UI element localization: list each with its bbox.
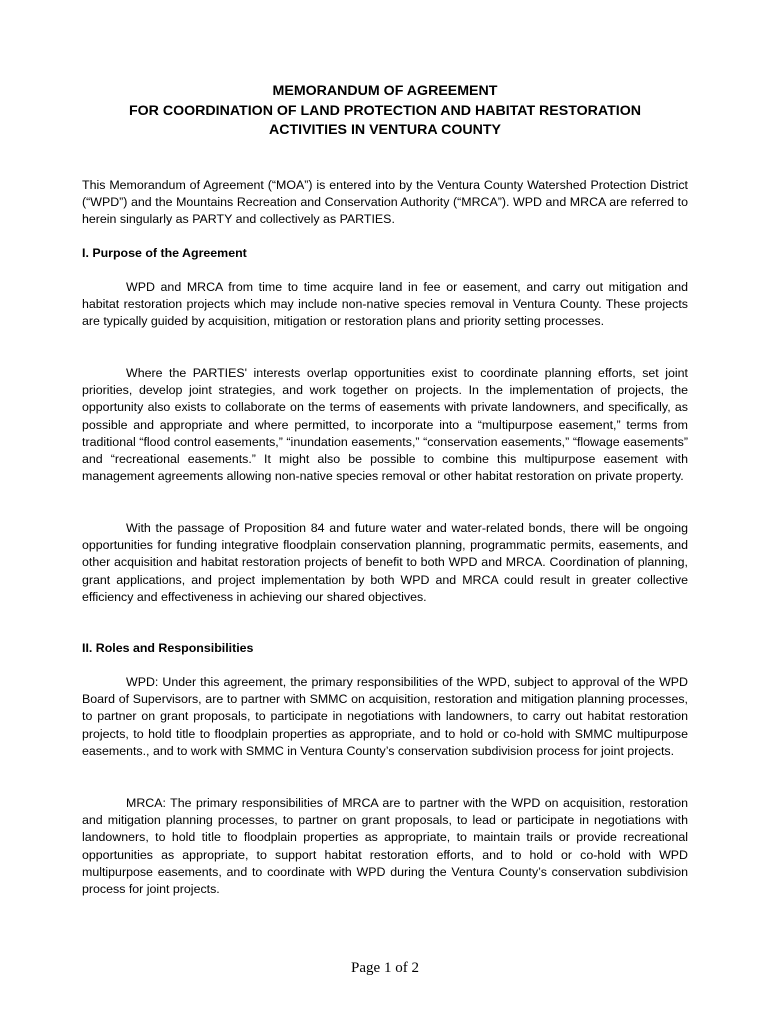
section-1-paragraph-3: With the passage of Proposition 84 and future water and water-related bonds, there will be ongoing opportunities for funding integrative floodplain conservation planning, programmatic permits, easements, and other acquisition and habitat restoration projects of benefit to both WPD and MRCA. Coordination of planning, grant applications, and project implementation by both WPD and MRCA could result in greater collective efficiency and effectiveness in achieving our shared objectives. <box>82 521 688 604</box>
section-1-paragraph-1: WPD and MRCA from time to time acquire land in fee or easement, and carry out mitigation and habitat restoration projects which may include non-native species removal in Ventura County. These projects are typically guided by acquisition, mitigation or restoration plans and priority setting processes. <box>82 280 688 329</box>
section-2-paragraph-wpd: WPD: Under this agreement, the primary responsibilities of the WPD, subject to approval of the WPD Board of Supervisors, are to partner with SMMC on acquisition, restoration and mitigation planning processes, to partner on grant proposals, to participate in negotiations with landowners, to carry out habitat restoration projects, to hold title to floodplain properties as appropriate, and to hold or co-hold with SMMC multipurpose easements., and to work with SMMC in Ventura County’s conservation subdivision process for joint projects. <box>82 675 688 758</box>
section-1-heading: I. Purpose of the Agreement <box>82 246 247 260</box>
intro-paragraph: This Memorandum of Agreement (“MOA”) is entered into by the Ventura County Watershed Protection District (“WPD”) and the Mountains Recreation and Conservation Authority (“MRCA”). WPD and MRCA are referred to herein singularly as PARTY and collectively as PARTIES. <box>82 178 688 227</box>
title-line-2: FOR COORDINATION OF LAND PROTECTION AND HABITAT RESTORATION <box>128 102 642 119</box>
section-1-paragraph-2: Where the PARTIES' interests overlap opportunities exist to coordinate planning efforts, set joint priorities, develop joint strategies, and work together on projects. In the implementation of projects, the opportunity also exists to collaborate on the terms of easements with private landowners, and specifically, as possible and appropriate and where permitted, to incorporate into a “multipurpose easement,” terms from traditional “flood control easements,” “inundation easements,” “conservation easements,” “flowage easements” and “recreational easements.” It might also be possible to combine this multipurpose easement with management agreements allowing non-native species removal or other habitat restoration on private property. <box>82 366 688 484</box>
document-title <box>60 82 710 141</box>
section-2-heading: II. Roles and Responsibilities <box>82 641 254 655</box>
section-2-paragraph-mrca: MRCA: The primary responsibilities of MRCA are to partner with the WPD on acquisition, restoration and mitigation planning processes, to partner on grant proposals, to lead or participate in negotiations with landowners, to hold title to floodplain properties as appropriate, to maintain trails or provide recreational opportunities as appropriate, to support habitat restoration efforts, and to hold or co-hold with WPD multipurpose easements, and to coordinate with WPD during the Ventura County’s conservation subdivision process for joint projects. <box>82 796 688 897</box>
page-number: Page 1 of 2 <box>351 960 419 976</box>
title-line-1: MEMORANDUM OF AGREEMENT <box>272 83 498 99</box>
title-line-3: ACTIVITIES IN VENTURA COUNTY <box>268 122 501 138</box>
